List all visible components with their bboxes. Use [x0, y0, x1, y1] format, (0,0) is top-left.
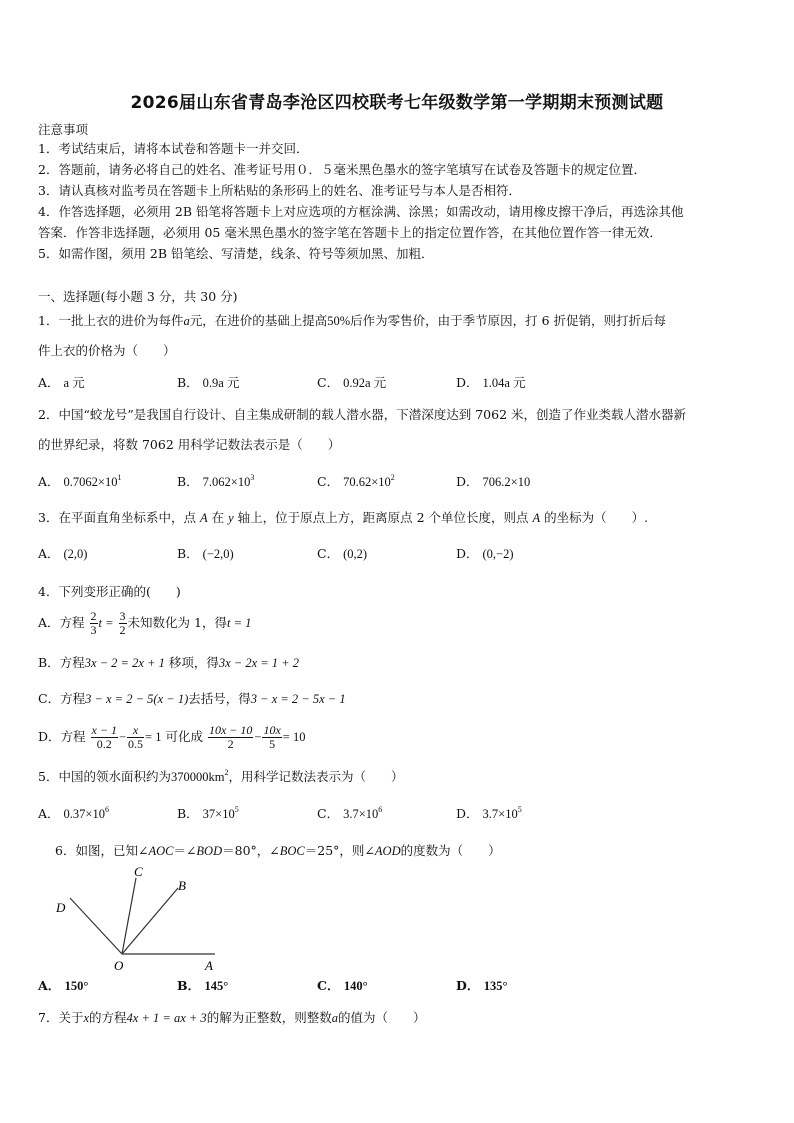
notice-item-5: 5．如需作图，须用 2B 铅笔绘、写清楚，线条、符号等须加黑、加粗． [38, 246, 434, 261]
q6-option-b: B． 145° [177, 978, 229, 993]
q1-option-d: D． 1.04a 元 [456, 375, 526, 390]
ray-oc [122, 878, 136, 954]
question-2-stem-line2: 的世界纪录，将数 7062 用科学记数法表示是（ ） [38, 437, 341, 452]
question-3-stem: 3．在平面直角坐标系中，点 A 在 y 轴上，位于原点上方，距离原点 2 个单位长度，则点 A 的坐标为（ ）. [38, 510, 649, 525]
q3-option-a: A． (2,0) [38, 546, 88, 561]
notice-heading: 注意事项 [38, 122, 89, 137]
q2-option-a: A． $0.7062\times 10^1$ [38, 473, 122, 489]
q2-option-d: D． 706.2×10 [456, 474, 531, 489]
q5-option-a: A． $0.37\times 10^6$ [38, 805, 109, 821]
label-o: O [114, 958, 124, 973]
q5-option-c: C． $3.7\times 10^6$ [317, 805, 383, 821]
label-d: D [56, 900, 66, 915]
q6-option-c: C． 140° [317, 978, 368, 993]
label-a: A [205, 958, 213, 973]
question-1-stem-line2: 件上衣的价格为（ ） [38, 343, 176, 358]
question-4-stem: 4．下列变形正确的( ) [38, 584, 181, 599]
notice-item-3: 3．请认真核对监考员在答题卡上所粘贴的条形码上的姓名、准考证号与本人是否相符． [38, 183, 521, 198]
q3-option-b: B． (−2,0) [177, 546, 234, 561]
page-title: 2026届山东省青岛李沧区四校联考七年级数学第一学期期末预测试题 [130, 93, 664, 113]
q4-option-a: A．方程 $\frac{2}{3}$ t = $\frac{3}{2}$ 未知数化为 1，得t = 1 [38, 609, 252, 637]
question-5-stem: 5．中国的领水面积约为$370000km^2$，用科学记数法表示为（ ） [38, 768, 404, 784]
notice-item-4-cont: 答案．作答非选择题，必须用 05 毫米黑色墨水的签字笔在答题卡上的指定位置作答，在其他位置作答一律无效． [38, 225, 662, 240]
q3-option-d: D． (0,−2) [456, 546, 514, 561]
ray-ob [122, 888, 178, 954]
q4-option-b: B．方程3x − 2 = 2x + 1 移项，得3x − 2x = 1 + 2 [38, 655, 299, 670]
question-7-stem: 7．关于x的方程4x + 1 = ax + 3的解为正整数，则整数a的值为（ ） [38, 1010, 426, 1025]
q1-option-b: B． 0.9a 元 [177, 375, 240, 390]
label-c: C [134, 864, 143, 879]
q2-option-b: B． $7.062\times 10^3$ [177, 473, 255, 489]
q2-option-c: C． $70.62\times 10^2$ [317, 473, 395, 489]
q4-option-d: D．方程 $\frac{x - 1}{0.2}$ − $\frac{x}{0.5}$ = 1 可化成 $\frac{10x - 10}{2}$ − $\frac{10x}{5}$ = 10 [38, 723, 306, 751]
label-b: B [178, 878, 186, 893]
section-heading: 一、选择题(每小题 3 分，共 30 分) [38, 289, 238, 304]
q4-option-c: C．方程3 − x = 2 − 5(x − 1)去括号，得3 − x = 2 − 5x − 1 [38, 691, 346, 706]
q1-option-a: A． a 元 [38, 375, 85, 390]
notice-item-1: 1．考试结束后，请将本试卷和答题卡一并交回． [38, 141, 309, 156]
question-6-stem: 6．如图，已知∠AOC＝∠BOD＝80°，∠BOC＝25°，则∠AOD的度数为（ ） [55, 843, 501, 858]
question-1-stem: 1．一批上衣的进价为每件a元，在进价的基础上提高50%后作为零售价，由于季节原因，打 6 折促销，则打折后每 [38, 313, 667, 328]
notice-item-4: 4．作答选择题，必须用 2B 铅笔将答题卡上对应选项的方框涂满、涂黑；如需改动，请用橡皮擦干净后，再选涂其他 [38, 204, 684, 219]
q6-option-d: D． 135° [456, 978, 508, 993]
q3-option-c: C． (0,2) [317, 546, 368, 561]
q6-option-a: A． 150° [38, 978, 89, 993]
q1-option-c: C． 0.92a 元 [317, 375, 387, 390]
q5-option-d: D． $3.7\times 10^5$ [456, 805, 522, 821]
ray-od [70, 898, 122, 954]
question-2-stem: 2．中国“蛟龙号”是我国自行设计、自主集成研制的载人潜水器，下潜深度达到 7062 米，创造了作业类载人潜水器新 [38, 407, 686, 422]
notice-item-2: 2．答题前，请务必将自己的姓名、准考证号用０．５毫米黑色墨水的签字笔填写在试卷及答题卡的规定位置． [38, 162, 646, 177]
angle-figure [50, 862, 220, 974]
q5-option-b: B． $37\times 10^5$ [177, 805, 239, 821]
